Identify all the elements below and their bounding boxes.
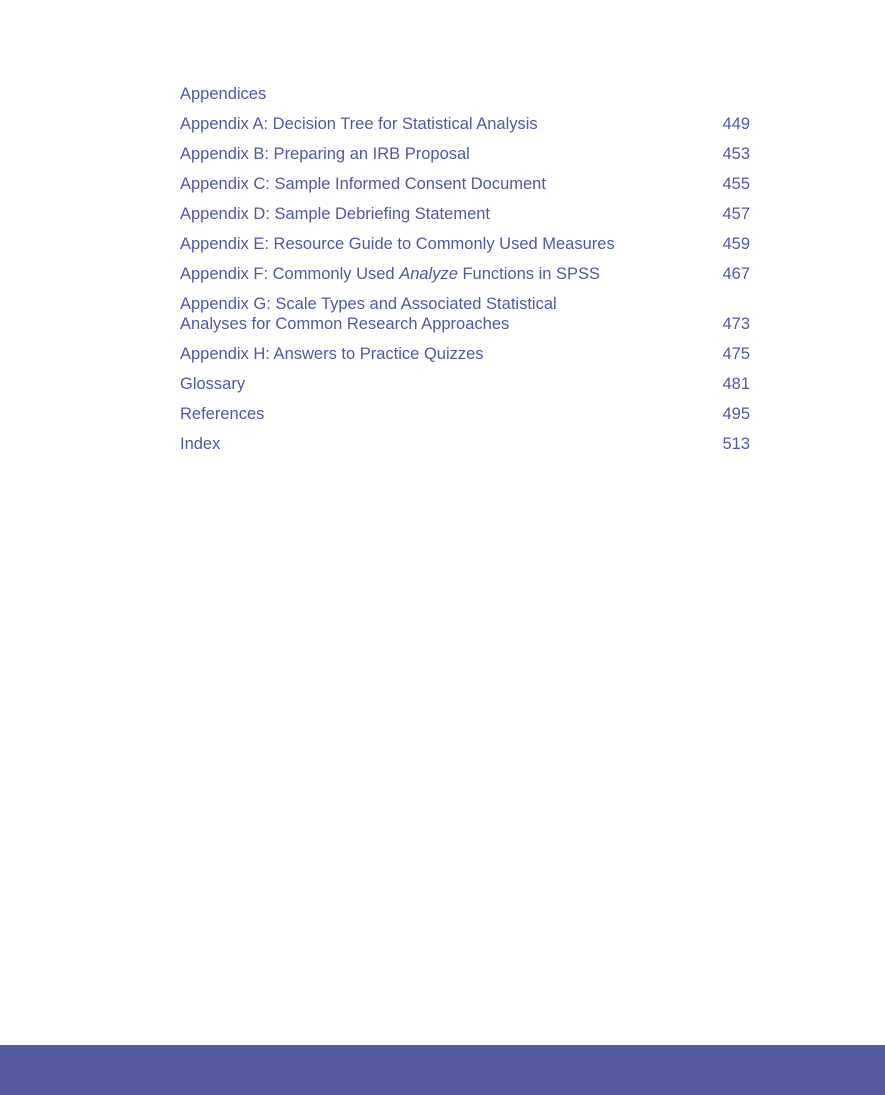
toc-entry-page: 495 (722, 405, 750, 423)
toc-entry-page: 453 (722, 145, 750, 163)
toc-entry-page: 473 (722, 315, 750, 333)
toc-entry-title-line: Analyses for Common Research Approaches (180, 315, 510, 333)
footer-color-band (0, 1045, 885, 1095)
toc-entry-title-part: Functions in SPSS (457, 265, 601, 283)
toc-entry-page: 457 (722, 205, 750, 223)
toc-entry-appendix-b[interactable] (180, 144, 750, 164)
toc-entry-title-italic: Analyze (399, 265, 458, 283)
toc-entry-appendix-d[interactable] (180, 204, 750, 224)
toc-entry-appendix-c[interactable] (180, 174, 750, 194)
toc-entry-glossary[interactable] (180, 374, 750, 394)
toc-entry-title: Index (180, 435, 221, 453)
toc-entry-title: Appendix D: Sample Debriefing Statement (180, 205, 491, 223)
toc-entry-appendix-h[interactable] (180, 344, 750, 364)
toc-entry-page: 481 (722, 375, 750, 393)
toc-entry-page: 449 (722, 115, 750, 133)
toc-entry-title: Appendix C: Sample Informed Consent Document (180, 175, 546, 193)
toc-entry-index[interactable] (180, 434, 750, 454)
toc-entry-title: References (180, 405, 265, 423)
toc-entry-title-line: Appendix G: Scale Types and Associated Statistical (180, 295, 557, 313)
toc-entry-title: Appendix B: Preparing an IRB Proposal (180, 145, 470, 163)
toc-entry-appendix-a[interactable] (180, 114, 750, 134)
toc-entry-title: Appendix E: Resource Guide to Commonly Used Measures (180, 235, 615, 253)
toc-entry-page: 475 (722, 345, 750, 363)
toc-entry-appendix-g[interactable] (180, 294, 750, 334)
toc-entry-appendix-f[interactable] (180, 264, 750, 284)
toc-entry-title (180, 294, 557, 334)
toc-entry-title: Glossary (180, 375, 246, 393)
toc-entry-page: 455 (722, 175, 750, 193)
toc-entry-title (180, 264, 600, 284)
toc-entry-page: 513 (722, 435, 750, 453)
toc-entry-title: Appendix A: Decision Tree for Statistical Analysis (180, 115, 538, 133)
table-of-contents (180, 84, 750, 454)
toc-entry-title: Appendix H: Answers to Practice Quizzes (180, 345, 484, 363)
toc-entry-references[interactable] (180, 404, 750, 424)
toc-entry-appendix-e[interactable] (180, 234, 750, 254)
toc-section-heading: Appendices (180, 85, 267, 103)
toc-entry-page: 467 (722, 265, 750, 283)
toc-entry-page: 459 (722, 235, 750, 253)
toc-entry-title-part: Appendix F: Commonly Used (180, 265, 400, 283)
